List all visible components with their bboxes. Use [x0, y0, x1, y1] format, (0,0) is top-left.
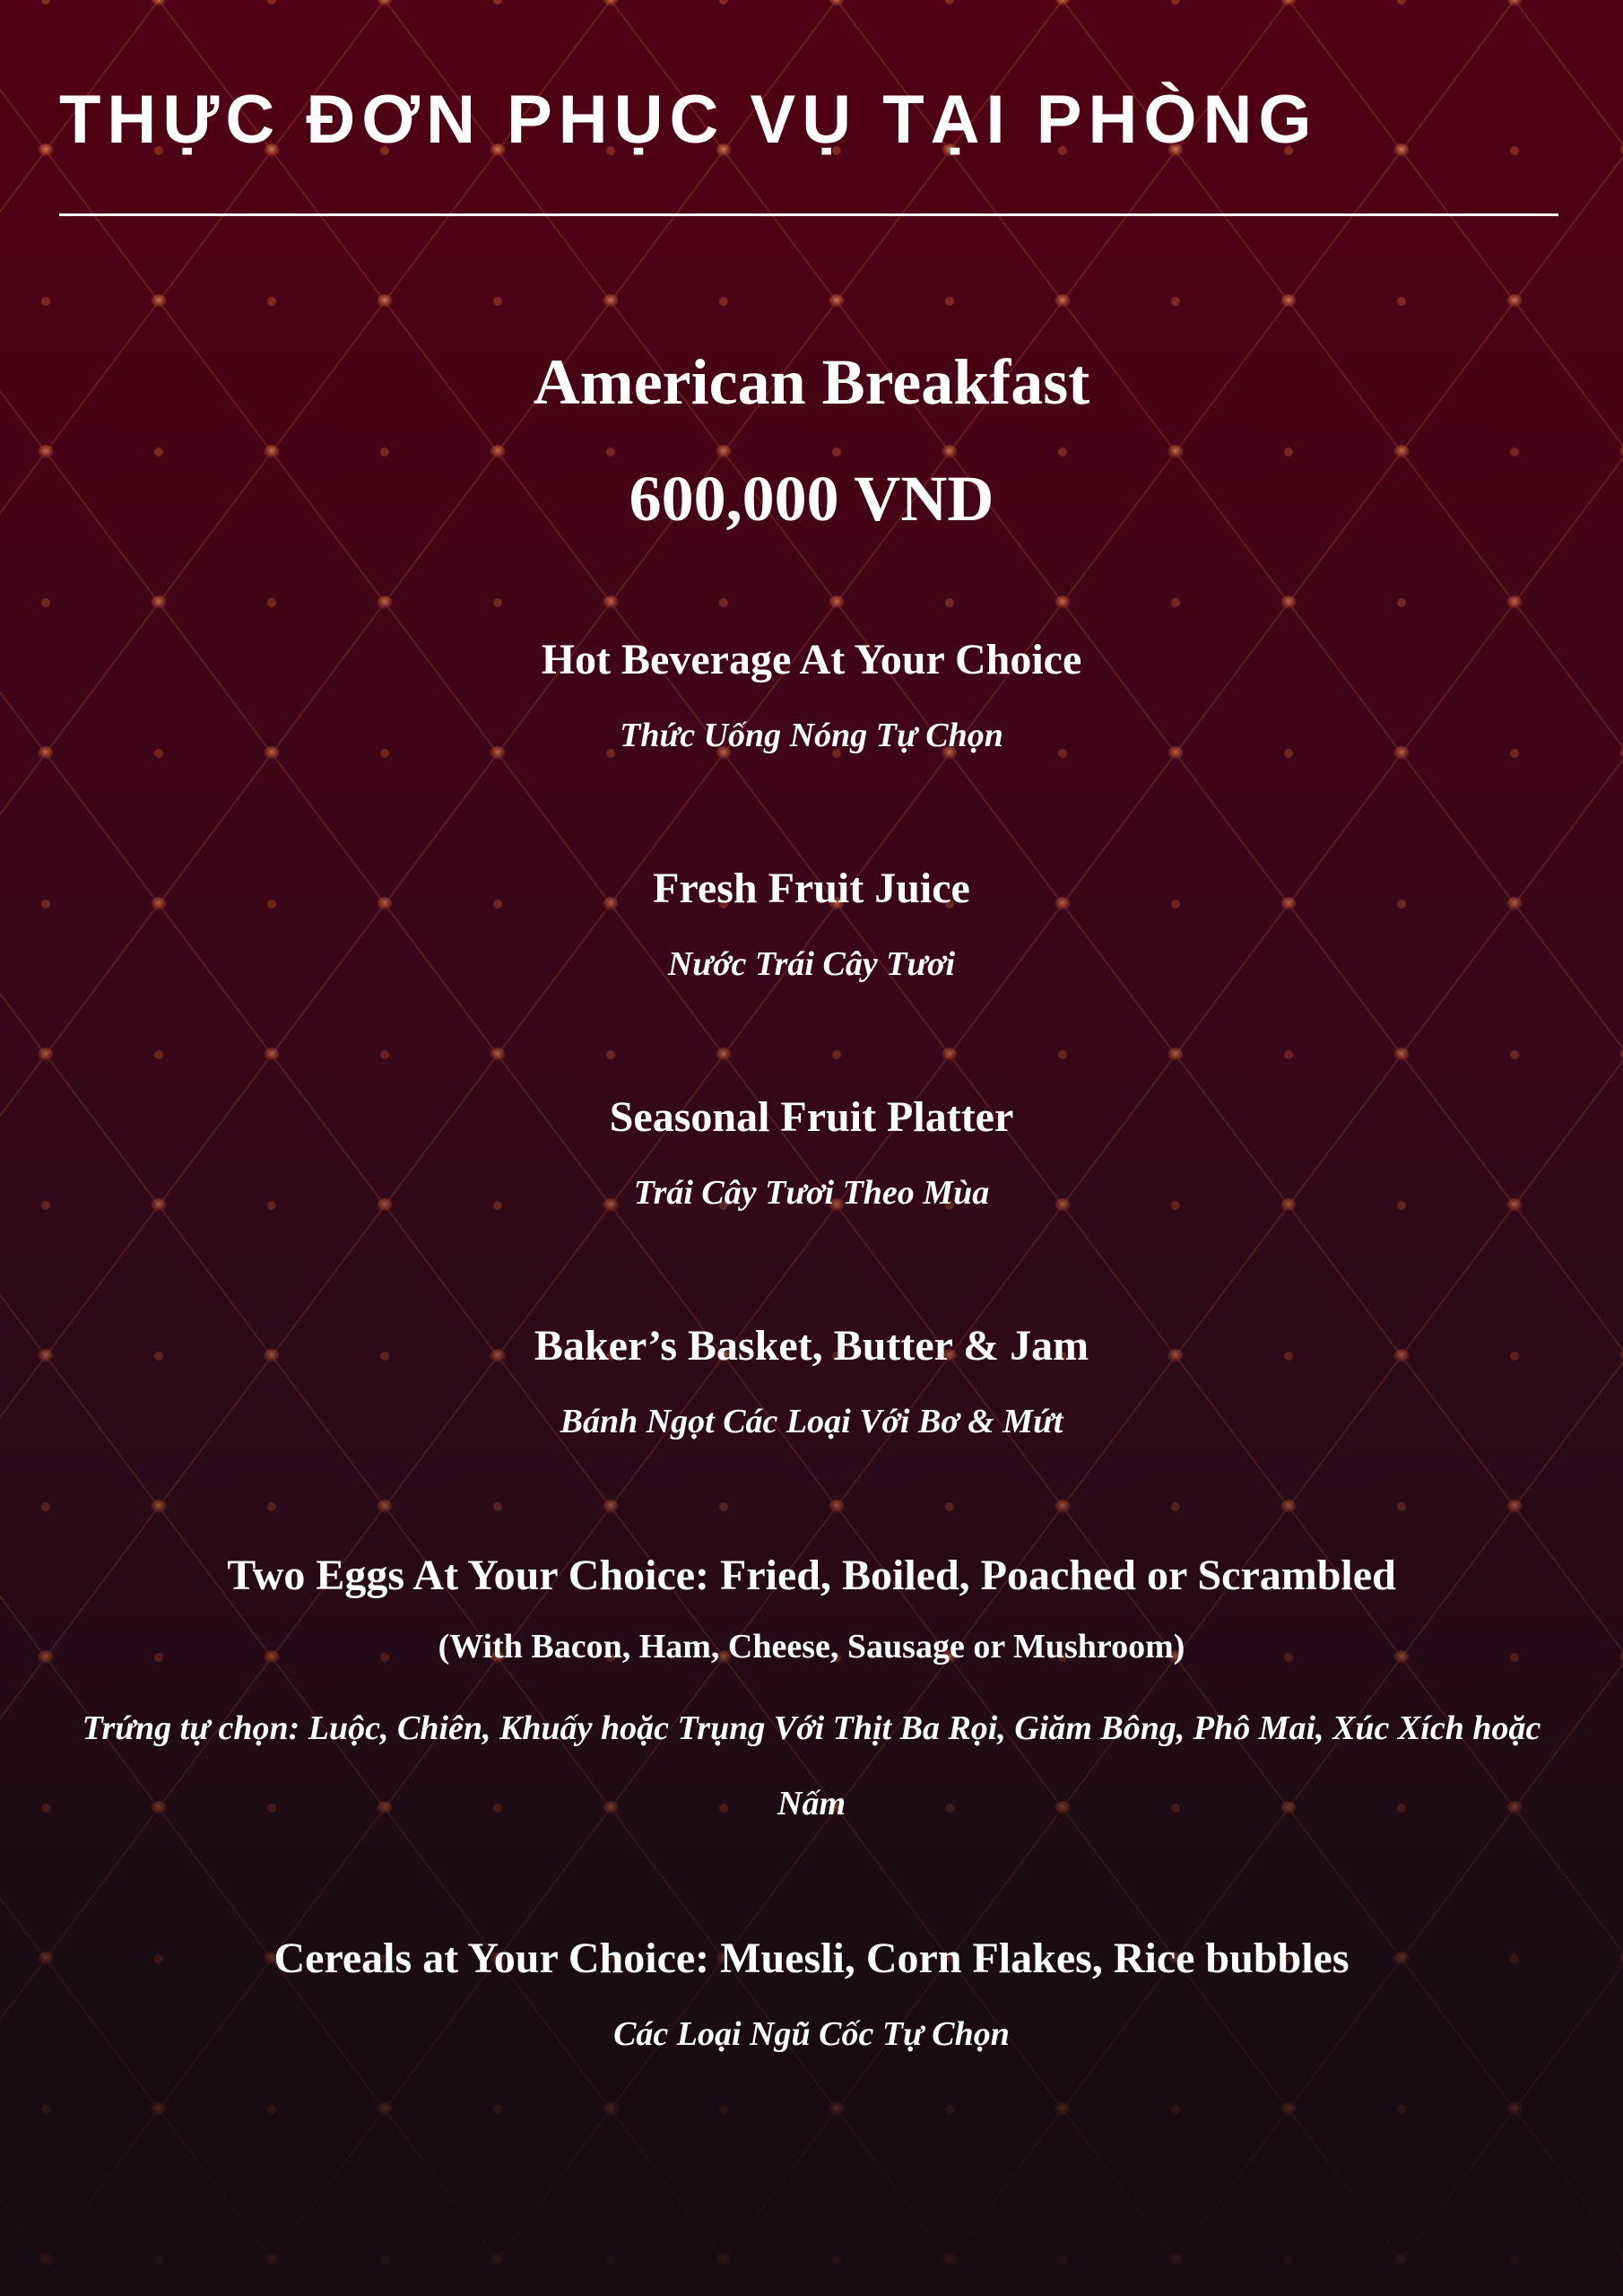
menu-item-vietnamese: Trứng tự chọn: Luộc, Chiên, Khuấy hoặc Trụng Với Thịt Ba Rọi, Giăm Bông, Phô Mai, Xúc Xích hoặc Nấm [82, 1709, 1541, 1822]
header-divider [59, 213, 1558, 216]
menu-price: 600,000 VND [629, 463, 994, 535]
menu-item-english: Seasonal Fruit Platter [609, 1093, 1014, 1141]
menu-name: American Breakfast [533, 346, 1090, 418]
menu-item-vietnamese: Nước Trái Cây Tươi [667, 945, 956, 983]
menu-item [36, 867, 1587, 1002]
menu-item-english: Hot Beverage At Your Choice [541, 636, 1082, 683]
menu-item-vietnamese: Trái Cây Tươi Theo Mùa [633, 1174, 990, 1212]
menu-item-vietnamese: Các Loại Ngũ Cốc Tự Chọn [613, 2015, 1010, 2053]
menu-item [36, 1322, 1587, 1459]
menu-item-note: (With Bacon, Ham, Cheese, Sausage or Mushroom) [438, 1628, 1185, 1665]
menu-item-vietnamese: Bánh Ngọt Các Loại Với Bơ & Mứt [560, 1403, 1063, 1440]
menu-item [36, 636, 1587, 773]
menu-item [36, 1937, 1587, 2072]
menu-item-vietnamese: Thức Uống Nóng Tự Chọn [620, 717, 1003, 754]
menu-item-english: Cereals at Your Choice: Muesli, Corn Flakes, Rice bubbles [273, 1935, 1350, 1982]
menu-item-english: Two Eggs At Your Choice: Fried, Boiled, Poached or Scrambled [227, 1552, 1396, 1599]
menu-item [36, 1093, 1587, 1231]
menu-item-english: Fresh Fruit Juice [653, 865, 970, 912]
page-title: THỰC ĐƠN PHỤC VỤ TẠI PHÒNG [59, 82, 1318, 158]
menu-item-english: Baker’s Basket, Butter & Jam [534, 1322, 1089, 1370]
menu-item [72, 1554, 1551, 1841]
